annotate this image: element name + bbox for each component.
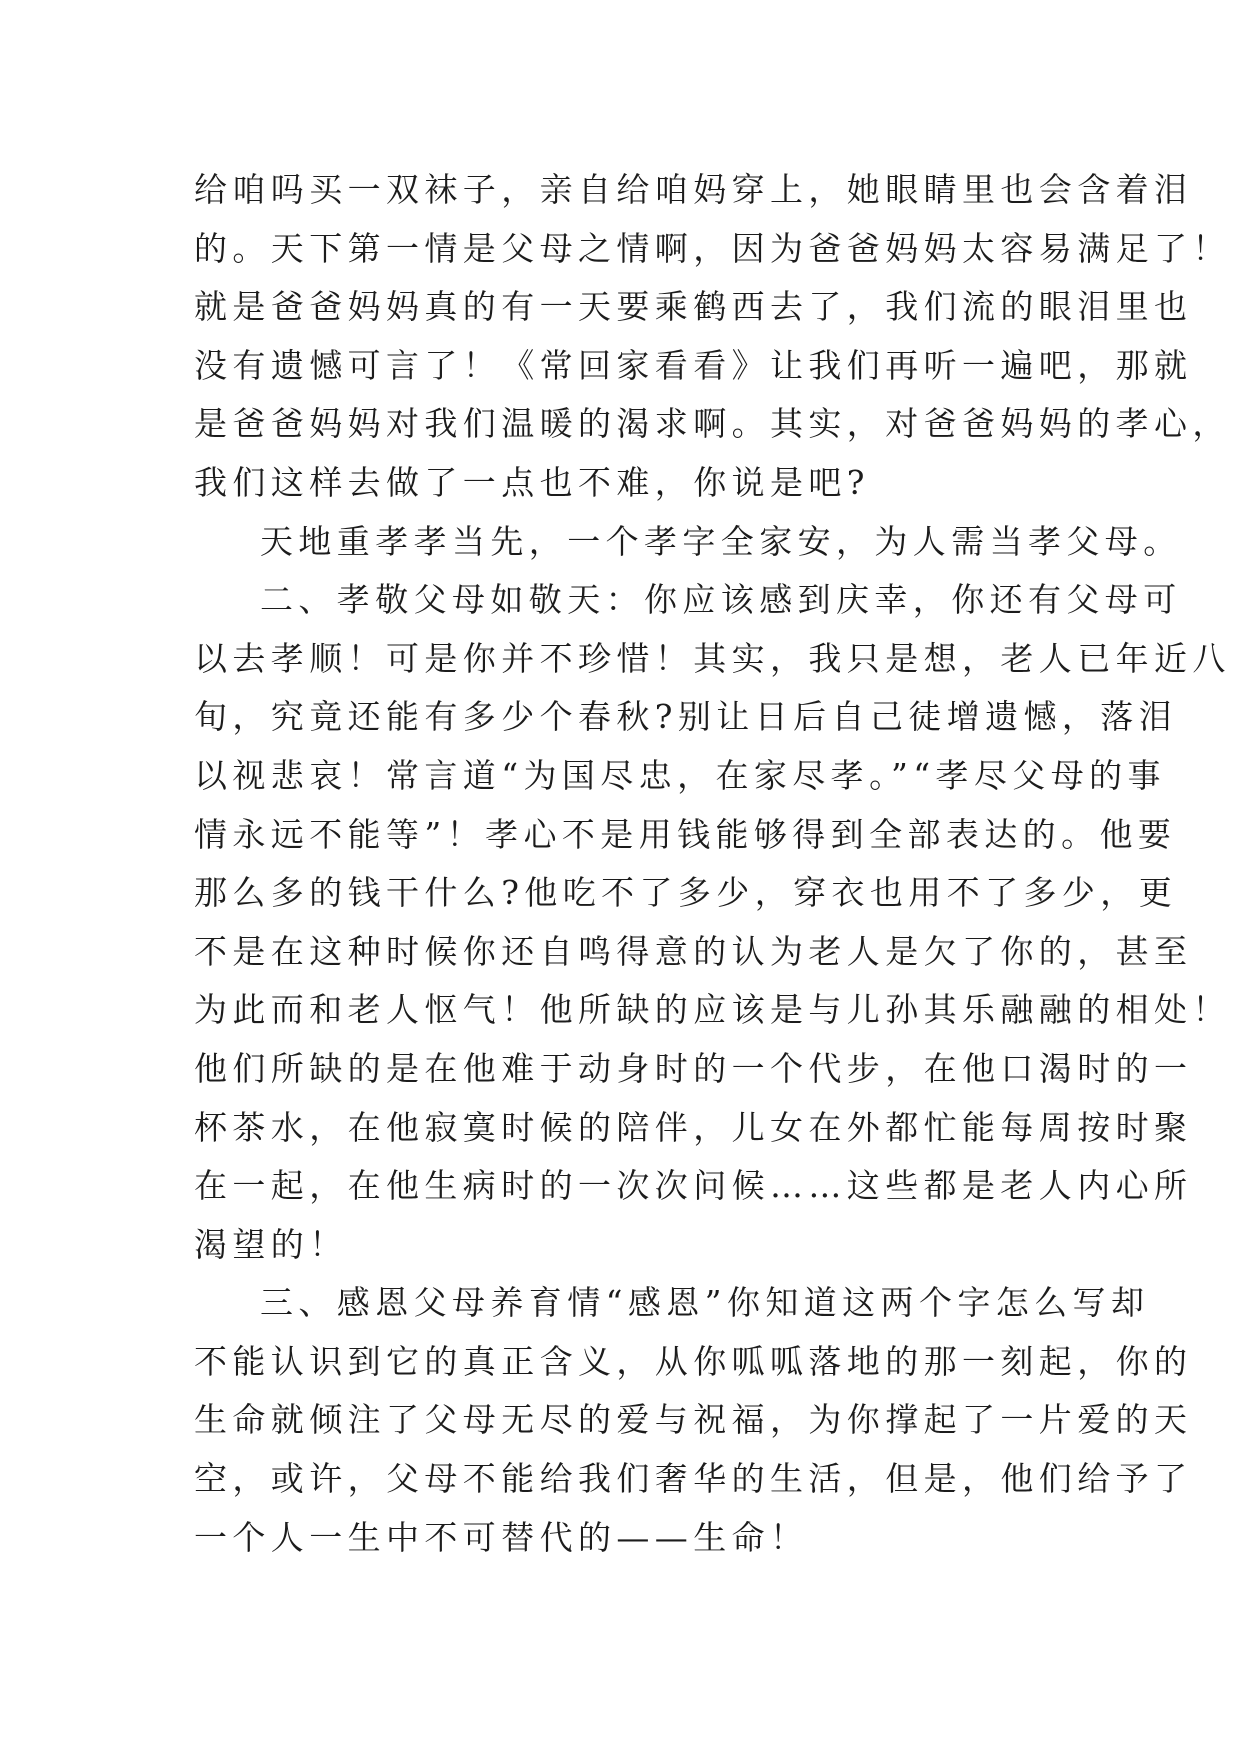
document-body	[194, 161, 1231, 1567]
text-line: 以去孝顺！可是你并不珍惜！其实，我只是想，老人已年近八	[194, 638, 1231, 678]
text-line: 情永远不能等”！孝心不是用钱能够得到全部表达的。他要	[194, 814, 1177, 854]
text-line: 杯茶水，在他寂寞时候的陪伴，儿女在外都忙能每周按时聚	[194, 1107, 1193, 1147]
text-line: 不是在这种时候你还自鸣得意的认为老人是欠了你的，甚至	[194, 931, 1193, 971]
text-line: 就是爸爸妈妈真的有一天要乘鹤西去了，我们流的眼泪里也	[194, 287, 1193, 327]
text-line: 渴望的！	[194, 1224, 348, 1264]
text-line: 是爸爸妈妈对我们温暖的渴求啊。其实，对爸爸妈妈的孝心，	[194, 404, 1231, 444]
text-line: 一个人一生中不可替代的——生命！	[194, 1517, 809, 1557]
text-line: 生命就倾注了父母无尽的爱与祝福，为你撑起了一片爱的天	[194, 1400, 1193, 1440]
text-line: 空，或许，父母不能给我们奢华的生活，但是，他们给予了	[194, 1459, 1193, 1499]
text-line: 旬，究竟还能有多少个春秋?别让日后自己徒增遗憾，落泪	[194, 697, 1178, 737]
text-line: 以视悲哀！常言道“为国尽忠，在家尽孝。”“孝尽父母的事	[194, 755, 1166, 795]
text-line: 在一起，在他生病时的一次次问候……这些都是老人内心所	[194, 1166, 1193, 1206]
text-line: 天地重孝孝当先，一个孝字全家安，为人需当孝父母。	[260, 521, 1182, 561]
text-line: 为此而和老人怄气！他所缺的应该是与儿孙其乐融融的相处！	[194, 990, 1231, 1030]
text-line: 不能认识到它的真正含义，从你呱呱落地的那一刻起，你的	[194, 1341, 1193, 1381]
text-line: 那么多的钱干什么?他吃不了多少，穿衣也用不了多少，更	[194, 873, 1178, 913]
text-line: 的。天下第一情是父母之情啊，因为爸爸妈妈太容易满足了！	[194, 228, 1231, 268]
text-line: 二、孝敬父母如敬天：你应该感到庆幸，你还有父母可	[260, 580, 1182, 620]
text-line: 给咱吗买一双袜子，亲自给咱妈穿上，她眼睛里也会含着泪	[194, 170, 1193, 209]
text-line: 我们这样去做了一点也不难，你说是吧?	[194, 462, 870, 502]
text-line: 三、感恩父母养育情“感恩”你知道这两个字怎么写却	[260, 1283, 1150, 1323]
text-line: 没有遗憾可言了！《常回家看看》让我们再听一遍吧，那就	[194, 345, 1193, 385]
text-line: 他们所缺的是在他难于动身时的一个代步，在他口渴时的一	[194, 1048, 1193, 1088]
